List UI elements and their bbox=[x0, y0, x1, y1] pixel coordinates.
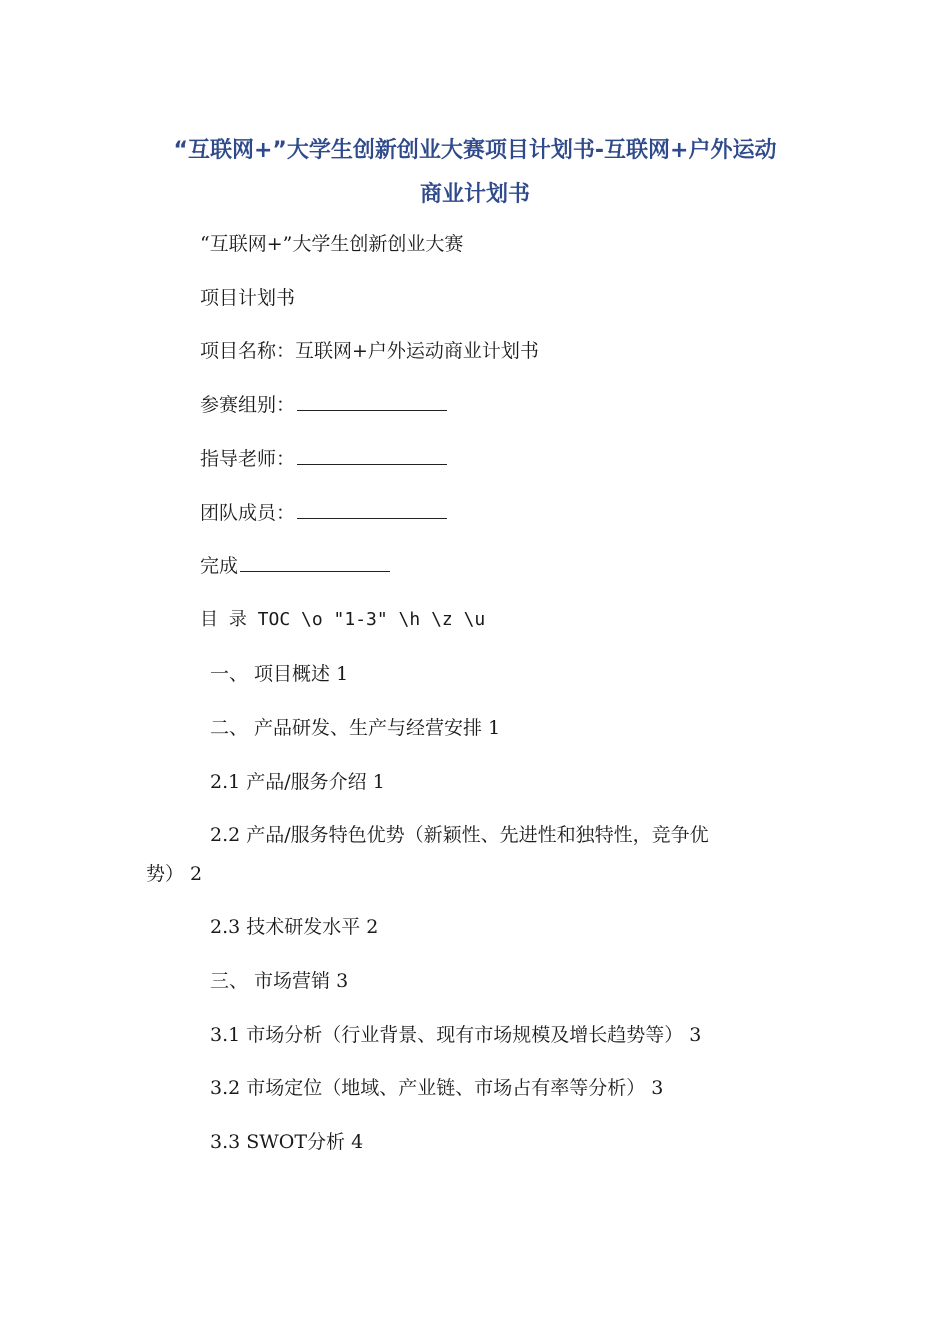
group-field bbox=[200, 391, 447, 419]
team-blank-line bbox=[297, 500, 447, 519]
complete-field bbox=[200, 552, 390, 580]
toc-entry-continuation: 势） 2 bbox=[146, 863, 203, 885]
group-blank-line bbox=[297, 392, 447, 411]
document-type: 项目计划书 bbox=[200, 287, 296, 309]
complete-label: 完成 bbox=[200, 555, 239, 577]
toc-entry: 一、 项目概述 1 bbox=[210, 663, 349, 685]
advisor-label: 指导老师： bbox=[200, 448, 296, 470]
toc-heading: 目 录 TOC \o "1-3" \h \z \u bbox=[200, 609, 486, 630]
toc-entry: 二、 产品研发、生产与经营安排 1 bbox=[210, 717, 501, 739]
team-label: 团队成员： bbox=[200, 502, 296, 524]
toc-entry: 三、 市场营销 3 bbox=[210, 970, 349, 992]
complete-blank-line bbox=[240, 553, 390, 572]
team-field bbox=[200, 499, 447, 527]
project-name: 项目名称：互联网+户外运动商业计划书 bbox=[200, 340, 539, 362]
advisor-blank-line bbox=[297, 446, 447, 465]
toc-entry: 2.1 产品/服务介绍 1 bbox=[210, 771, 385, 793]
toc-entry: 3.2 市场定位（地域、产业链、市场占有率等分析） 3 bbox=[210, 1077, 664, 1099]
toc-entry: 3.3 SWOT分析 4 bbox=[210, 1131, 364, 1153]
toc-entry: 3.1 市场分析（行业背景、现有市场规模及增长趋势等） 3 bbox=[210, 1024, 702, 1046]
group-label: 参赛组别： bbox=[200, 394, 296, 416]
advisor-field bbox=[200, 445, 447, 473]
document-title-line-1: “互联网+”大学生创新创业大赛项目计划书-互联网+户外运动 bbox=[173, 138, 777, 163]
competition-name: “互联网+”大学生创新创业大赛 bbox=[200, 233, 464, 255]
document-title-line-2: 商业计划书 bbox=[419, 182, 530, 207]
toc-entry: 2.3 技术研发水平 2 bbox=[210, 916, 379, 938]
toc-entry: 2.2 产品/服务特色优势（新颖性、先进性和独特性，竞争优 bbox=[210, 824, 709, 846]
